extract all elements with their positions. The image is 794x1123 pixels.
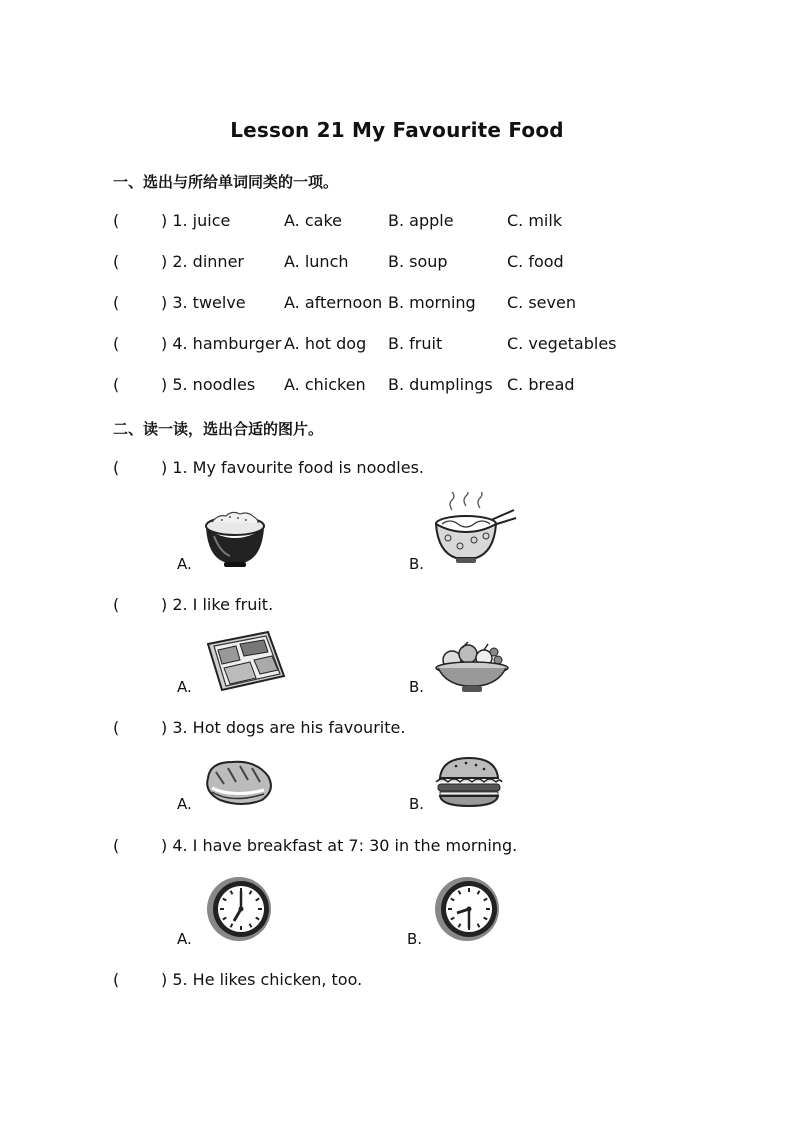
- question-text: ) 2. dinner: [161, 252, 244, 271]
- choice-b-label: B.: [409, 678, 425, 696]
- option-c: C. seven: [507, 293, 576, 312]
- choice-b-label: B.: [407, 930, 423, 948]
- option-a: A. chicken: [284, 375, 366, 394]
- answer-paren[interactable]: (: [113, 458, 120, 477]
- hamburger-icon[interactable]: [432, 754, 506, 808]
- answer-paren[interactable]: (: [113, 211, 120, 230]
- option-b: B. morning: [388, 293, 476, 312]
- answer-paren[interactable]: (: [113, 334, 120, 353]
- option-c: C. bread: [507, 375, 575, 394]
- option-b: B. fruit: [388, 334, 443, 353]
- choice-a-label: A.: [177, 555, 192, 573]
- choice-a-label: A.: [177, 795, 192, 813]
- option-b: B. dumplings: [388, 375, 493, 394]
- option-a: A. afternoon: [284, 293, 383, 312]
- choice-b-label: B.: [409, 795, 425, 813]
- option-c: C. food: [507, 252, 564, 271]
- question-text: ) 4. hamburger: [161, 334, 282, 353]
- option-a: A. hot dog: [284, 334, 367, 353]
- option-a: A. lunch: [284, 252, 349, 271]
- question-text: ) 2. I like fruit.: [161, 595, 274, 614]
- answer-paren[interactable]: (: [113, 718, 120, 737]
- answer-paren[interactable]: (: [113, 252, 120, 271]
- choice-b-label: B.: [409, 555, 425, 573]
- option-b: B. apple: [388, 211, 454, 230]
- clock-icon[interactable]: [432, 874, 502, 944]
- question-text: ) 3. Hot dogs are his favourite.: [161, 718, 406, 737]
- option-c: C. vegetables: [507, 334, 617, 353]
- section-heading-2: 二、读一读，选出合适的图片。: [113, 420, 324, 438]
- noodle-bowl-icon[interactable]: [430, 492, 522, 566]
- question-text: ) 5. noodles: [161, 375, 256, 394]
- answer-paren[interactable]: (: [113, 595, 120, 614]
- question-text: ) 3. twelve: [161, 293, 246, 312]
- bread-loaf-icon[interactable]: [202, 758, 276, 808]
- fruit-bowl-icon[interactable]: [432, 640, 512, 694]
- clock-icon[interactable]: [204, 874, 274, 944]
- choice-a-label: A.: [177, 930, 192, 948]
- question-text: ) 5. He likes chicken, too.: [161, 970, 363, 989]
- rice-bowl-icon[interactable]: [200, 508, 270, 570]
- answer-paren[interactable]: (: [113, 375, 120, 394]
- option-b: B. soup: [388, 252, 448, 271]
- question-text: ) 1. juice: [161, 211, 231, 230]
- option-c: C. milk: [507, 211, 563, 230]
- page-title: Lesson 21 My Favourite Food: [230, 118, 564, 142]
- lunch-tray-icon[interactable]: [202, 630, 286, 692]
- question-text: ) 4. I have breakfast at 7: 30 in the morning.: [161, 836, 518, 855]
- answer-paren[interactable]: (: [113, 293, 120, 312]
- question-text: ) 1. My favourite food is noodles.: [161, 458, 425, 477]
- choice-a-label: A.: [177, 678, 192, 696]
- answer-paren[interactable]: (: [113, 836, 120, 855]
- answer-paren[interactable]: (: [113, 970, 120, 989]
- option-a: A. cake: [284, 211, 342, 230]
- section-heading-1: 一、选出与所给单词同类的一项。: [113, 173, 339, 191]
